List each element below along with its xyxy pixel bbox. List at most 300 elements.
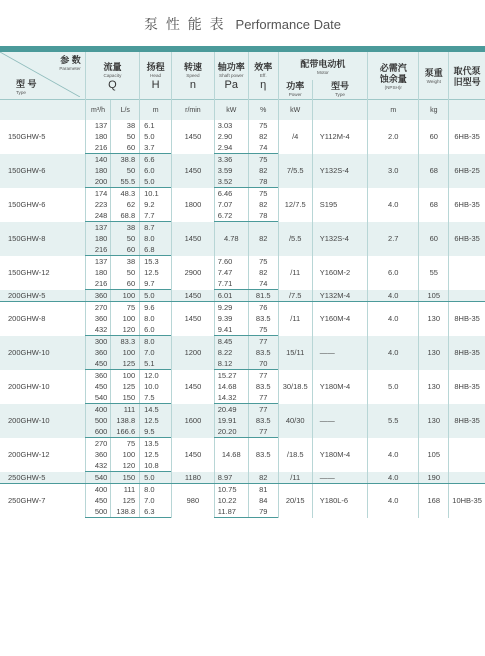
flow-m3h-cell: 540 [85,392,111,404]
head-cell: 12.0 [140,370,172,382]
flow-m3h-cell: 360 [85,313,111,324]
replaced-type-cell: 6HB-35 [449,120,485,154]
shaft-power-cell: 20.49 [214,404,248,416]
flow-m3h-cell: 223 [85,199,111,210]
flow-m3h-cell: 180 [85,131,111,142]
weight-cell: 190 [419,472,449,484]
flow-m3h-cell: 174 [85,188,111,200]
efficiency-cell: 83.5 [248,415,278,426]
flow-header: 流量 Capacity Q [85,52,139,100]
pump-type-cell: 200GHW-10 [0,370,85,404]
efficiency-cell: 82 [248,199,278,210]
pump-type-cell: 200GHW-8 [0,302,85,336]
flow-ls-cell: 100 [111,449,140,460]
npsh-cell: 5.5 [368,404,419,438]
flow-m3h-cell: 137 [85,120,111,131]
motor-power-cell: 12/7.5 [278,188,312,222]
weight-header: 泵重 Weight [419,52,449,100]
head-cell: 12.5 [140,449,172,460]
efficiency-cell: 83.5 [248,438,278,472]
motor-power-cell: /11 [278,256,312,290]
flow-ls-cell: 120 [111,324,140,336]
npsh-cell: 4.0 [368,438,419,472]
flow-ls-cell: 111 [111,484,140,496]
shaft-power-cell: 9.39 [214,313,248,324]
unit-pa: kW [214,100,248,121]
efficiency-cell: 81.5 [248,290,278,302]
table-row [0,404,485,416]
unit-eff: % [248,100,278,121]
table-row [0,154,485,166]
flow-m3h-cell: 270 [85,302,111,314]
speed-cell: 1450 [172,290,215,302]
shaft-power-header: 轴功率 Shaft power Pa [214,52,248,100]
head-cell: 10.0 [140,381,172,392]
flow-ls-cell: 100 [111,313,140,324]
head-cell: 10.1 [140,188,172,200]
efficiency-cell: 77 [248,370,278,382]
flow-ls-cell: 60 [111,278,140,290]
head-cell: 8.0 [140,336,172,348]
shaft-power-cell: 7.47 [214,267,248,278]
head-cell: 8.0 [140,233,172,244]
unit-npsh: m [368,100,419,121]
efficiency-cell: 83.5 [248,347,278,358]
flow-ls-cell: 38.8 [111,154,140,166]
flow-m3h-cell: 180 [85,267,111,278]
flow-m3h-cell: 140 [85,154,111,166]
table-row [0,256,485,268]
replaced-type-cell: 8HB-35 [449,370,485,404]
weight-cell: 130 [419,302,449,336]
efficiency-cell: 77 [248,404,278,416]
flow-ls-cell: 100 [111,370,140,382]
npsh-cell: 2.7 [368,222,419,256]
head-cell: 8.0 [140,313,172,324]
performance-table [0,52,485,518]
efficiency-cell: 70 [248,358,278,370]
npsh-cell: 2.0 [368,120,419,154]
pump-type-cell: 150GHW-8 [0,222,85,256]
motor-type-cell: Y180M-4 [312,438,367,472]
motor-power-cell: 30/18.5 [278,370,312,404]
flow-m3h-cell: 450 [85,381,111,392]
title-cn: 泵 性 能 表 [143,16,226,32]
npsh-cell: 4.0 [368,302,419,336]
motor-type-cell: Y112M-4 [312,120,367,154]
head-cell: 9.2 [140,199,172,210]
head-cell: 6.8 [140,244,172,256]
flow-ls-cell: 125 [111,381,140,392]
unit-power: kW [278,100,312,121]
motor-power-cell: 20/15 [278,484,312,518]
table-body [0,120,485,518]
efficiency-cell: 78 [248,176,278,188]
efficiency-cell: 83.5 [248,313,278,324]
motor-type-cell: —— [312,404,367,438]
head-cell: 8.7 [140,222,172,234]
table-row [0,302,485,314]
unit-n: r/min [172,100,215,121]
motor-type-cell: Y132M-4 [312,290,367,302]
head-cell: 9.5 [140,426,172,438]
head-cell: 7.5 [140,392,172,404]
motor-type-header: 型号 Type [312,80,367,100]
weight-cell: 105 [419,438,449,472]
efficiency-cell: 76 [248,302,278,314]
npsh-cell: 6.0 [368,256,419,290]
npsh-cell: 4.0 [368,290,419,302]
head-cell: 10.8 [140,460,172,472]
motor-power-cell: 40/30 [278,404,312,438]
shaft-power-cell: 7.07 [214,199,248,210]
weight-cell: 130 [419,404,449,438]
head-cell: 14.5 [140,404,172,416]
head-cell: 6.3 [140,506,172,518]
flow-ls-cell: 138.8 [111,506,140,518]
motor-type-cell: —— [312,472,367,484]
weight-cell: 168 [419,484,449,518]
shaft-power-cell: 19.91 [214,415,248,426]
npsh-cell: 4.0 [368,472,419,484]
flow-m3h-cell: 270 [85,438,111,450]
flow-ls-cell: 100 [111,347,140,358]
shaft-power-cell: 6.01 [214,290,248,302]
motor-type-cell: —— [312,336,367,370]
efficiency-header: 效率 Eff. η [248,52,278,100]
head-cell: 13.5 [140,438,172,450]
replaced-type-cell: 8HB-35 [449,302,485,336]
pump-type-cell: 150GHW-6 [0,188,85,222]
table-row [0,438,485,450]
flow-m3h-cell: 216 [85,278,111,290]
flow-m3h-cell: 500 [85,506,111,518]
efficiency-cell: 78 [248,210,278,222]
flow-ls-cell: 60 [111,244,140,256]
motor-type-cell: Y180L-6 [312,484,367,518]
shaft-power-cell: 8.22 [214,347,248,358]
weight-cell: 68 [419,154,449,188]
replaced-type-cell: 6HB-35 [449,222,485,256]
speed-cell: 1600 [172,404,215,438]
motor-power-header: 功率 Power [278,80,312,100]
efficiency-cell: 77 [248,426,278,438]
flow-ls-cell: 111 [111,404,140,416]
shaft-power-cell: 3.36 [214,154,248,166]
flow-ls-cell: 83.3 [111,336,140,348]
npsh-cell: 5.0 [368,370,419,404]
type-label: 型 号 [16,79,37,89]
table-row [0,370,485,382]
flow-m3h-cell: 180 [85,165,111,176]
unit-q2: L/s [111,100,140,121]
npsh-cell: 4.0 [368,336,419,370]
flow-m3h-cell: 180 [85,233,111,244]
head-cell: 6.1 [140,120,172,131]
efficiency-cell: 77 [248,336,278,348]
efficiency-cell: 74 [248,142,278,154]
pump-type-cell: 200GHW-10 [0,404,85,438]
flow-m3h-cell: 360 [85,370,111,382]
shaft-power-cell: 9.29 [214,302,248,314]
unit-weight: kg [419,100,449,121]
weight-cell: 105 [419,290,449,302]
flow-m3h-cell: 360 [85,449,111,460]
pump-type-cell: 250GHW-7 [0,484,85,518]
efficiency-cell: 82 [248,222,278,256]
efficiency-cell: 82 [248,131,278,142]
head-cell: 6.0 [140,324,172,336]
flow-m3h-cell: 216 [85,142,111,154]
motor-power-cell: /4 [278,120,312,154]
flow-ls-cell: 166.6 [111,426,140,438]
shaft-power-cell: 3.03 [214,120,248,131]
efficiency-cell: 74 [248,278,278,290]
unit-h: m [140,100,172,121]
shaft-power-cell: 6.46 [214,188,248,200]
flow-m3h-cell: 500 [85,415,111,426]
motor-power-cell: /7.5 [278,290,312,302]
efficiency-cell: 75 [248,188,278,200]
efficiency-cell: 81 [248,484,278,496]
flow-m3h-cell: 300 [85,336,111,348]
pump-type-cell: 250GHW-5 [0,472,85,484]
head-cell: 3.7 [140,142,172,154]
table-row [0,188,485,200]
head-cell: 9.6 [140,302,172,314]
table-row [0,336,485,348]
flow-m3h-cell: 400 [85,484,111,496]
weight-cell: 55 [419,256,449,290]
shaft-power-cell: 7.71 [214,278,248,290]
head-cell: 8.0 [140,484,172,496]
efficiency-cell: 83.5 [248,381,278,392]
pump-type-cell: 200GHW-5 [0,290,85,302]
speed-cell: 1450 [172,154,215,188]
head-cell: 15.3 [140,256,172,268]
page-title [0,14,485,34]
shaft-power-cell: 14.32 [214,392,248,404]
pump-type-cell: 150GHW-5 [0,120,85,154]
flow-ls-cell: 38 [111,120,140,131]
motor-type-cell: Y160M-4 [312,302,367,336]
replaced-type-cell [449,256,485,290]
flow-m3h-cell: 450 [85,495,111,506]
replaced-type-cell: 8HB-35 [449,336,485,370]
efficiency-cell: 75 [248,256,278,268]
weight-cell: 60 [419,120,449,154]
flow-ls-cell: 75 [111,302,140,314]
shaft-power-cell: 7.60 [214,256,248,268]
head-cell: 12.5 [140,267,172,278]
replaced-type-header: 取代泵 旧型号 [449,52,485,100]
flow-m3h-cell: 137 [85,222,111,234]
motor-type-cell: S195 [312,188,367,222]
flow-m3h-cell: 216 [85,244,111,256]
shaft-power-cell: 3.59 [214,165,248,176]
shaft-power-cell: 4.78 [214,222,248,256]
flow-ls-cell: 48.3 [111,188,140,200]
shaft-power-cell: 8.45 [214,336,248,348]
flow-ls-cell: 55.5 [111,176,140,188]
shaft-power-cell: 15.27 [214,370,248,382]
table-row [0,472,485,484]
motor-power-cell: 15/11 [278,336,312,370]
speed-header: 转速 Speed n [172,52,215,100]
table-row [0,120,485,131]
motor-type-cell: Y132S-4 [312,154,367,188]
flow-m3h-cell: 137 [85,256,111,268]
param-label-en: Parameter [59,66,81,71]
replaced-type-cell: 8HB-35 [449,404,485,438]
npsh-cell: 3.0 [368,154,419,188]
shaft-power-cell: 6.72 [214,210,248,222]
flow-ls-cell: 100 [111,290,140,302]
param-label: 参 数 [60,55,81,65]
npsh-header: 必需汽 蚀余量 (NPSH)r [368,52,419,100]
title-en: Performance Date [235,17,342,32]
efficiency-cell: 75 [248,154,278,166]
pump-type-cell: 150GHW-12 [0,256,85,290]
flow-ls-cell: 38 [111,256,140,268]
head-cell: 6.6 [140,154,172,166]
table-row [0,484,485,496]
flow-m3h-cell: 450 [85,358,111,370]
units-row [0,100,485,121]
pump-type-cell: 150GHW-6 [0,154,85,188]
head-cell: 5.0 [140,290,172,302]
replaced-type-cell: 6HB-35 [449,188,485,222]
shaft-power-cell: 3.52 [214,176,248,188]
table-row [0,222,485,234]
flow-m3h-cell: 200 [85,176,111,188]
weight-cell: 130 [419,370,449,404]
motor-power-cell: /18.5 [278,438,312,472]
weight-cell: 68 [419,188,449,222]
pump-type-cell: 200GHW-12 [0,438,85,472]
speed-cell: 1450 [172,120,215,154]
weight-cell: 60 [419,222,449,256]
efficiency-cell: 79 [248,506,278,518]
head-cell: 6.0 [140,165,172,176]
head-header: 扬程 Head H [140,52,172,100]
replaced-type-cell: 6HB-25 [449,154,485,188]
flow-m3h-cell: 432 [85,460,111,472]
flow-m3h-cell: 540 [85,472,111,484]
flow-ls-cell: 62 [111,199,140,210]
flow-m3h-cell: 360 [85,290,111,302]
flow-ls-cell: 60 [111,142,140,154]
speed-cell: 1450 [172,302,215,336]
head-cell: 7.0 [140,347,172,358]
efficiency-cell: 82 [248,267,278,278]
flow-ls-cell: 120 [111,460,140,472]
speed-cell: 1450 [172,438,215,472]
flow-ls-cell: 150 [111,472,140,484]
flow-ls-cell: 75 [111,438,140,450]
head-cell: 5.1 [140,358,172,370]
motor-type-cell: Y180M-4 [312,370,367,404]
shaft-power-cell: 9.41 [214,324,248,336]
flow-m3h-cell: 600 [85,426,111,438]
shaft-power-cell: 14.68 [214,438,248,472]
speed-cell: 1200 [172,336,215,370]
shaft-power-cell: 20.20 [214,426,248,438]
efficiency-cell: 77 [248,392,278,404]
flow-ls-cell: 150 [111,392,140,404]
shaft-power-cell: 10.22 [214,495,248,506]
efficiency-cell: 75 [248,324,278,336]
weight-cell: 130 [419,336,449,370]
flow-ls-cell: 38 [111,222,140,234]
flow-m3h-cell: 360 [85,347,111,358]
flow-ls-cell: 125 [111,358,140,370]
flow-ls-cell: 50 [111,233,140,244]
speed-cell: 1180 [172,472,215,484]
flow-ls-cell: 138.8 [111,415,140,426]
speed-cell: 2900 [172,256,215,290]
speed-cell: 980 [172,484,215,518]
npsh-cell: 4.0 [368,484,419,518]
flow-ls-cell: 50 [111,165,140,176]
motor-power-cell: /5.5 [278,222,312,256]
head-cell: 9.7 [140,278,172,290]
efficiency-cell: 82 [248,472,278,484]
speed-cell: 1450 [172,222,215,256]
head-cell: 5.0 [140,472,172,484]
efficiency-cell: 82 [248,165,278,176]
shaft-power-cell: 8.97 [214,472,248,484]
head-cell: 5.0 [140,131,172,142]
type-label-en: Type [16,90,26,95]
speed-cell: 1450 [172,370,215,404]
efficiency-cell: 84 [248,495,278,506]
flow-m3h-cell: 400 [85,404,111,416]
replaced-type-cell [449,290,485,302]
param-type-header [0,52,85,100]
replaced-type-cell [449,472,485,484]
shaft-power-cell: 11.87 [214,506,248,518]
flow-ls-cell: 50 [111,131,140,142]
efficiency-cell: 75 [248,120,278,131]
shaft-power-cell: 10.75 [214,484,248,496]
unit-q1: m³/h [85,100,111,121]
shaft-power-cell: 8.12 [214,358,248,370]
shaft-power-cell: 2.90 [214,131,248,142]
flow-ls-cell: 50 [111,267,140,278]
shaft-power-cell: 14.68 [214,381,248,392]
pump-type-cell: 200GHW-10 [0,336,85,370]
shaft-power-cell: 2.94 [214,142,248,154]
flow-m3h-cell: 248 [85,210,111,222]
motor-header: 配带电动机 Motor [278,52,368,80]
head-cell: 5.0 [140,176,172,188]
flow-ls-cell: 68.8 [111,210,140,222]
head-cell: 12.5 [140,415,172,426]
replaced-type-cell: 10HB-35 [449,484,485,518]
flow-m3h-cell: 432 [85,324,111,336]
speed-cell: 1800 [172,188,215,222]
head-cell: 7.0 [140,495,172,506]
npsh-cell: 4.0 [368,188,419,222]
flow-ls-cell: 125 [111,495,140,506]
motor-power-cell: /11 [278,302,312,336]
motor-power-cell: /11 [278,472,312,484]
head-cell: 7.7 [140,210,172,222]
table-row [0,290,485,302]
motor-type-cell: Y160M-2 [312,256,367,290]
replaced-type-cell [449,438,485,472]
